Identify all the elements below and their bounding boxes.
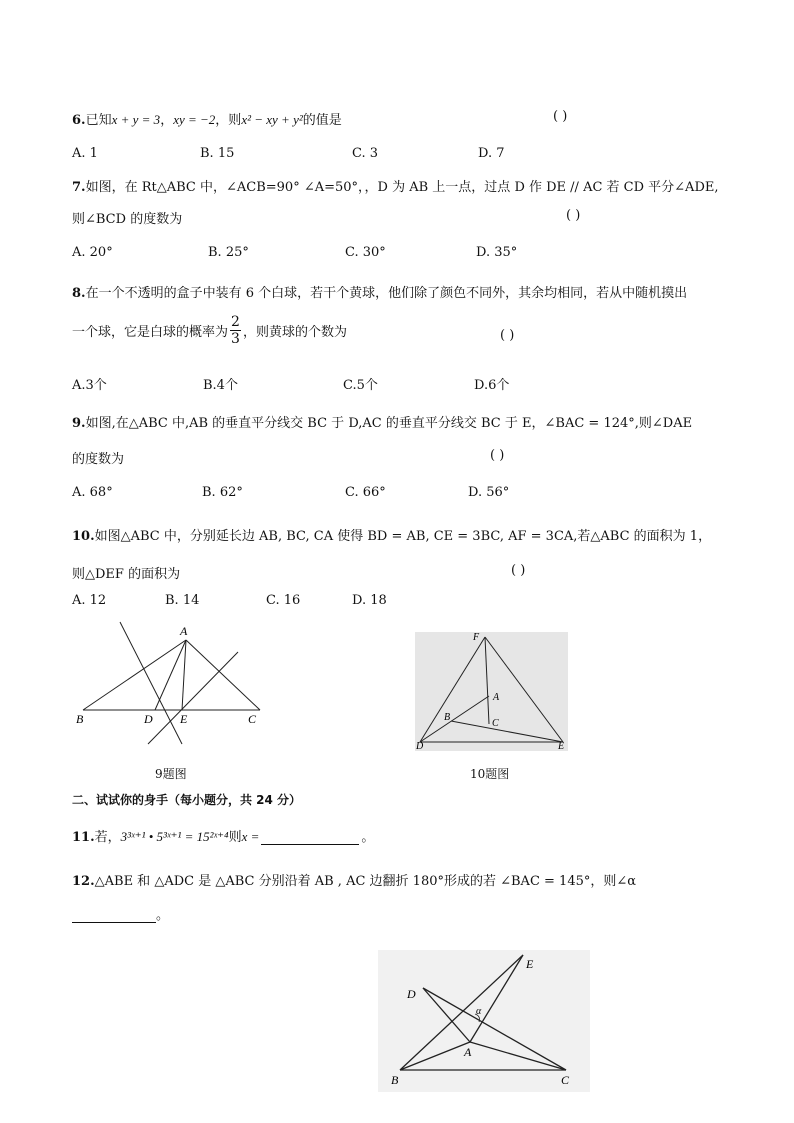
- q6-bracket: ( ): [553, 109, 568, 124]
- fig12-background: [378, 950, 590, 1092]
- q11-stem: [72, 826, 374, 845]
- fig12-label-e: E: [526, 957, 534, 971]
- q7-bracket: ( ): [566, 208, 581, 223]
- q6-expr1: x + y = 3: [111, 112, 161, 127]
- fig10-caption: 10题图: [470, 767, 510, 781]
- q9-option-d[interactable]: D. 56°: [468, 485, 510, 500]
- q8-option-a[interactable]: A.3个: [72, 378, 107, 393]
- q7-option-c[interactable]: C. 30°: [345, 245, 386, 260]
- q8-frac-den: 3: [231, 331, 240, 347]
- q10-option-c[interactable]: C. 16: [266, 593, 301, 608]
- section-2-title: 二、试试你的身手（每小题分，共 24 分）: [72, 793, 302, 807]
- q10-option-d[interactable]: D. 18: [352, 593, 387, 608]
- q7-option-b[interactable]: B. 25°: [208, 245, 249, 260]
- fig9-caption: 9题图: [155, 767, 187, 781]
- q10-stem-line1: [72, 525, 711, 544]
- q8-stem-line2: [72, 314, 347, 347]
- q12-stem: [72, 870, 636, 889]
- q10-option-b[interactable]: B. 14: [165, 593, 200, 608]
- q9-line1: 如图,在△ABC 中,AB 的垂直平分线交 BC 于 D,AC 的垂直平分线交 BC 于 E，∠BAC = 124°,则∠DAE: [85, 416, 693, 431]
- figure-10: [415, 632, 568, 751]
- q9-option-a[interactable]: A. 68°: [72, 485, 113, 500]
- fig9-label-d: D: [144, 712, 153, 726]
- q6-text-b: ，则: [215, 113, 242, 128]
- q8-option-b[interactable]: B.4个: [203, 378, 238, 393]
- q6-number: 6.: [72, 113, 86, 128]
- q8-number: 8.: [72, 286, 86, 301]
- q6-option-b[interactable]: B. 15: [200, 146, 235, 161]
- figure-9: [70, 620, 280, 760]
- fig10-label-e: E: [558, 741, 565, 751]
- q7-stem-line1: [72, 176, 719, 195]
- q6-stem: [72, 109, 342, 128]
- fig10-label-b: B: [444, 712, 451, 723]
- fig9-label-a: A: [180, 624, 188, 638]
- q6-sep: ，: [160, 113, 174, 128]
- q12-end: 。: [156, 908, 170, 923]
- q12-number: 12.: [72, 874, 95, 889]
- fig9-label-c: C: [248, 712, 257, 726]
- q9-option-b[interactable]: B. 62°: [202, 485, 243, 500]
- fig9-label-b: B: [76, 712, 84, 726]
- q8-line1: 在一个不透明的盒子中装有 6 个白球，若干个黄球，他们除了颜色不同外，其余均相同，若从中随机摸出: [85, 286, 688, 301]
- q12-line1: △ABE 和 △ADC 是 △ABC 分别沿着 AB , AC 边翻折 180°形成的若 ∠BAC = 145°，则∠α: [94, 874, 637, 889]
- q9-stem-line1: [72, 412, 692, 431]
- fig12-label-a: A: [464, 1045, 472, 1059]
- q8-option-c[interactable]: C.5个: [343, 378, 378, 393]
- q6-option-c[interactable]: C. 3: [352, 146, 379, 161]
- q10-option-a[interactable]: A. 12: [72, 593, 107, 608]
- q6-option-d[interactable]: D. 7: [478, 146, 505, 161]
- fig10-label-f: F: [473, 632, 480, 643]
- fig10-label-a: A: [493, 692, 500, 703]
- fig9-line-ae: [182, 640, 186, 710]
- q11-end: 。: [361, 830, 375, 845]
- q8-fraction: [230, 314, 241, 347]
- fig12-label-c: C: [561, 1073, 570, 1087]
- fig9-perp-bisector-ac: [148, 652, 238, 744]
- fig12-label-alpha: α: [476, 1006, 482, 1017]
- q7-number: 7.: [72, 180, 86, 195]
- figure-12: [378, 950, 590, 1092]
- q11-text-a: 若，: [94, 830, 121, 845]
- fig9-label-e: E: [180, 712, 188, 726]
- q6-expr2: xy = −2: [173, 112, 216, 127]
- q11-expr: 3³ˣ⁺¹ • 5³ˣ⁺¹ = 15²ˣ⁺⁴: [120, 829, 229, 844]
- q8-option-d[interactable]: D.6个: [474, 378, 510, 393]
- q12-answer-blank[interactable]: [72, 908, 156, 923]
- fig10-label-d: D: [416, 741, 424, 751]
- q8-stem-line1: [72, 282, 687, 301]
- fig10-label-c: C: [492, 718, 499, 729]
- q11-var: x =: [241, 829, 260, 844]
- fig9-line-ac: [186, 640, 260, 710]
- q11-text-b: 则: [228, 830, 242, 845]
- q9-stem-line2: 的度数为: [72, 452, 125, 467]
- q6-text-c: 的值是: [302, 113, 342, 128]
- q9-bracket: ( ): [490, 448, 505, 463]
- q10-number: 10.: [72, 529, 95, 544]
- q7-line1: 如图，在 Rt△ABC 中，∠ACB=90° ∠A=50°，，D 为 AB 上一点，过点 D 作 DE // AC 若 CD 平分∠ADE,: [85, 180, 719, 195]
- q8-bracket: ( ): [500, 328, 515, 343]
- q10-line1: 如图△ABC 中，分别延长边 AB, BC, CA 使得 BD = AB, CE = 3BC, AF = 3CA,若△ABC 的面积为 1，: [94, 529, 712, 544]
- q10-stem-line2: 则△DEF 的面积为: [72, 567, 181, 582]
- q8-line2-a: 一个球，它是白球的概率为: [72, 325, 229, 340]
- q6-expr3: x² − xy + y²: [241, 112, 303, 127]
- q7-option-d[interactable]: D. 35°: [476, 245, 518, 260]
- q8-frac-num: 2: [231, 314, 240, 330]
- q9-option-c[interactable]: C. 66°: [345, 485, 386, 500]
- q7-stem-line2: 则∠BCD 的度数为: [72, 212, 183, 227]
- q10-bracket: ( ): [511, 563, 526, 578]
- q11-number: 11.: [72, 830, 95, 845]
- fig12-label-d: D: [407, 987, 416, 1001]
- q7-option-a[interactable]: A. 20°: [72, 245, 113, 260]
- q8-line2-b: ，则黄球的个数为: [242, 325, 347, 340]
- fig10-background: [415, 632, 568, 751]
- q9-number: 9.: [72, 416, 86, 431]
- q6-text-a: 已知: [85, 113, 112, 128]
- q6-option-a[interactable]: A. 1: [72, 146, 98, 161]
- fig12-label-b: B: [391, 1073, 399, 1087]
- q11-answer-blank[interactable]: [261, 830, 359, 845]
- q12-answer-line: [72, 904, 169, 923]
